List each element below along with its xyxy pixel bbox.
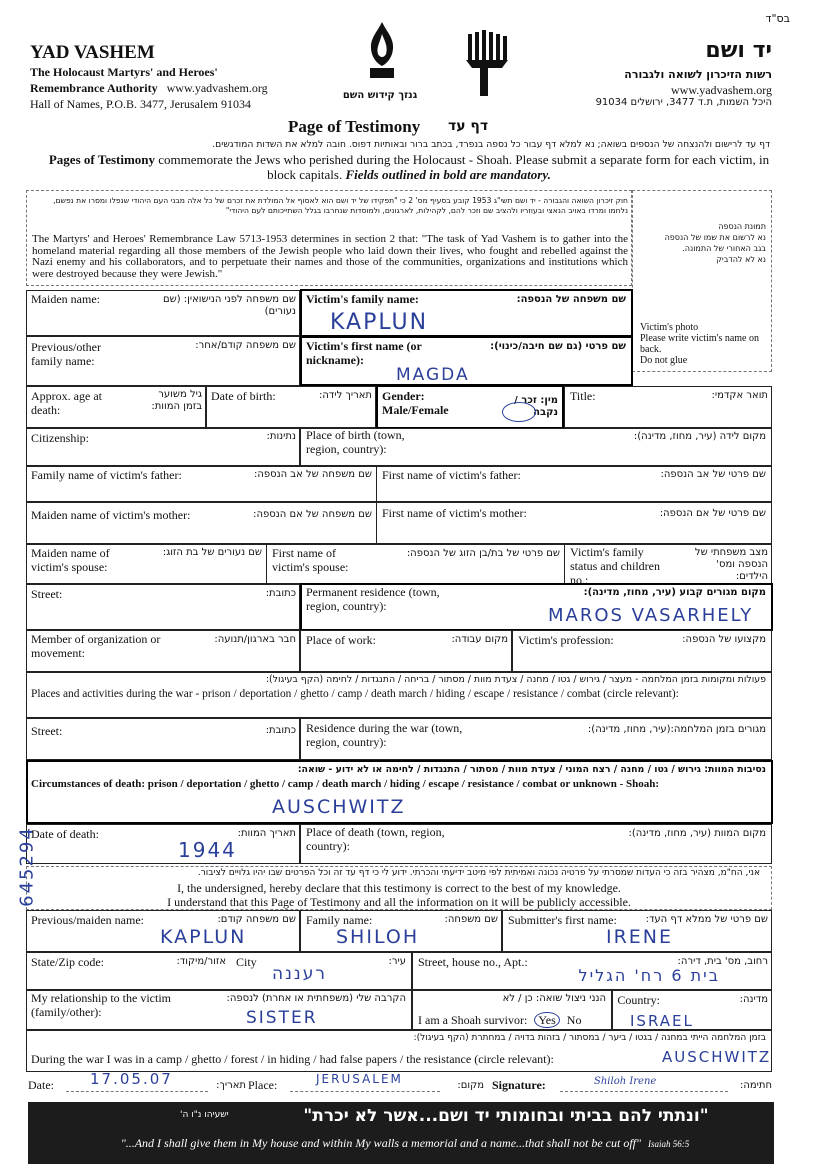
- banner-en: [40, 1136, 770, 1151]
- photo-he-2: נא לרשום את שמו של הנספה: [664, 233, 766, 242]
- banner-he: "ונתתי להם בביתי ובחומותי יד ושם...אשר לא יכרת": [303, 1106, 709, 1126]
- first-name-label-he: שם פרטי (גם שם חיבה/כינוי):: [490, 341, 626, 352]
- street-label-he: כתובת:: [265, 588, 296, 599]
- pob-label: Place of birth (town, region, country):: [306, 428, 405, 456]
- survivor-label-he: הנני ניצול שואה: כן / לא: [502, 993, 606, 1004]
- mother-first-label-he: שם פרטי של אם הנספה:: [659, 508, 766, 519]
- submitter-prev-label: Previous/maiden name:: [31, 913, 144, 927]
- submitter-street-label: Street, house no., Apt.:: [418, 955, 528, 969]
- submitter-family-value[interactable]: SHILOH: [336, 926, 420, 948]
- mother-maiden-label: Maiden name of victim's mother:: [31, 508, 191, 522]
- spouse-maiden-label-he: שם נעורים של בת הזוג:: [162, 547, 262, 558]
- declaration-en-1: I, the undersigned, hereby declare that this testimony is correct to the best of my knowledge.: [177, 881, 621, 895]
- margin-number: 645294: [16, 826, 38, 907]
- place-value[interactable]: JERUSALEM: [316, 1072, 403, 1086]
- title-label-he: תואר אקדמי:: [711, 390, 768, 401]
- signature-label-he: חתימה:: [739, 1080, 772, 1091]
- submitter-first-label-he: שם פרטי של ממלא דף העד:: [645, 914, 768, 925]
- dob-label-he: תאריך לידה:: [319, 390, 372, 401]
- date-label-he: תאריך:: [216, 1080, 246, 1091]
- org-sub-en-2-text: Remembrance Authority: [30, 81, 158, 95]
- pob-label-he: מקום לידה (עיר, מחוז, מדינה):: [633, 431, 766, 442]
- dob-label: Date of birth:: [211, 389, 276, 403]
- spouse-first-label: First name of victim's spouse:: [272, 546, 349, 574]
- circumstances-label-text: Circumstances of death: prison / deportation / ghetto / camp / death march / hiding / escape / resistance / combat or unknown - Shoah:: [31, 778, 660, 790]
- residence-label: Permanent residence (town, region, country):: [306, 585, 440, 613]
- org-sub-en-2: [30, 81, 268, 96]
- submitter-prev-label-he: שם משפחה קודם:: [217, 914, 296, 925]
- dod-value[interactable]: 1944: [178, 838, 237, 862]
- country-value[interactable]: ISRAEL: [630, 1012, 694, 1030]
- photo-he-4: נא לא להדביק: [716, 255, 766, 264]
- places-label: Places and activities during the war - prison / deportation / ghetto / camp / death march / hiding / escape / resistance / combat (circle relevant):: [31, 688, 679, 700]
- family-name-value[interactable]: KAPLUN: [330, 310, 429, 335]
- banner-he-ref: ישעיהו נ"ו ה': [180, 1110, 229, 1120]
- spouse-maiden-label: Maiden name of victim's spouse:: [31, 546, 110, 574]
- website-en: www.yadvashem.org: [166, 81, 268, 95]
- flame-logo: [358, 20, 406, 80]
- intro-en-text: commemorate the Jews who perished during the Holocaust - Shoah. Please submit a separate form for each victim, in block capitals.: [158, 152, 770, 182]
- war-street-label: Street:: [31, 724, 63, 738]
- maiden-name-label-he: שם משפחה לפני הנישואין: (שם נעורים): [162, 294, 296, 317]
- mother-first-label: First name of victim's mother:: [382, 506, 527, 520]
- residence-value[interactable]: MAROS VASARHELY: [548, 605, 754, 626]
- submitter-city-label-he: עיר:: [388, 956, 406, 967]
- relation-value[interactable]: SISTER: [246, 1008, 318, 1028]
- photo-en-2: Please write victim's name on back.: [640, 333, 759, 355]
- relation-label: My relationship to the victim (family/other):: [31, 991, 171, 1019]
- survivor-label: I am a Shoah survivor:: [418, 1013, 528, 1027]
- logo-caption: גנזך קידוש השם: [342, 90, 418, 101]
- photo-en-1: Victim's photo: [640, 322, 699, 333]
- family-status-label: Victim's family status and children no.:: [570, 545, 660, 587]
- org-name-en: YAD VASHEM: [30, 42, 155, 63]
- father-family-label-he: שם משפחה של אב הנספה:: [253, 469, 372, 480]
- bsd-mark: בס"ד: [765, 12, 790, 25]
- circumstances-label: [31, 777, 771, 791]
- mother-maiden-label-he: שם משפחה של אם הנספה:: [253, 509, 372, 520]
- org-name-he: יד ושם: [705, 38, 772, 63]
- pod-label: Place of death (town, region, country):: [306, 825, 445, 853]
- circumstances-value[interactable]: AUSCHWITZ: [272, 796, 406, 818]
- family-name-label-he: שם משפחה של הנספה:: [516, 294, 626, 305]
- signature-label: Signature:: [492, 1078, 546, 1092]
- intro-he: דף עד לרישום ולהנצחה של הנספים בשואה; נא למלא דף עבור כל נספה בנפרד, בכתב ברור ובאותיות דפוס. חובה למלא את השדות המודגשים.: [212, 139, 770, 150]
- during-label-he: בזמן המלחמה הייתי במחנה / בגטו / ביער / במסתור / בזהות בדויה / במחתרת (הקף בעיגול):: [413, 1033, 766, 1043]
- first-name-value[interactable]: MAGDA: [396, 365, 470, 385]
- citizenship-label-he: נתינות:: [266, 431, 296, 442]
- survivor-line: [418, 1012, 581, 1028]
- submitter-city-label: City: [236, 955, 257, 969]
- profession-label-he: מקצועו של הנספה:: [682, 634, 766, 645]
- intro-en-italic: Fields outlined in bold are mandatory.: [345, 167, 551, 182]
- submitter-street-label-he: רחוב, מס' בית, דירה:: [677, 956, 768, 967]
- photo-he-1: תמונת הנספה: [718, 222, 766, 231]
- org-sub-he: רשות הזיכרון לשואה ולגבורה: [624, 68, 772, 81]
- address-en: Hall of Names, P.O.B. 3477, Jerusalem 91034: [30, 97, 251, 111]
- law-en: The Martyrs' and Heroes' Remembrance Law 5713-1953 determines in section 2 that: "The task of Yad Vashem is to gather into the homeland material regarding all those members of the Jewish people who laid down their lives, who fought and rebelled against the Nazi enemy and his collaborators, and to perpetuate their names and those of the communities, organizations and institutions which were destroyed because they were Jewish.": [32, 233, 628, 280]
- survivor-yes-option[interactable]: Yes: [534, 1012, 559, 1028]
- submitter-first-value[interactable]: IRENE: [606, 926, 674, 948]
- submitter-zip-label: State/Zip code:: [31, 955, 104, 969]
- relation-label-he: הקרבה שלי (משפחתית או אחרת) לנספה:: [226, 993, 406, 1004]
- family-status-label-he: מצב משפחתי של הנספה ומס' הילדים:: [694, 547, 768, 582]
- submitter-prev-value[interactable]: KAPLUN: [160, 926, 247, 948]
- citizenship-label: Citizenship:: [31, 431, 89, 445]
- date-value[interactable]: 17.05.07: [90, 1070, 173, 1088]
- prev-name-label-he: שם משפחה קודם/אחר:: [195, 340, 296, 351]
- date-label: Date:: [28, 1078, 54, 1092]
- during-value[interactable]: AUSCHWITZ: [662, 1048, 772, 1066]
- war-residence-label: Residence during the war (town, region, country):: [306, 721, 463, 749]
- page-title: Page of Testimony: [288, 117, 421, 136]
- signature-value[interactable]: Shiloh Irene: [594, 1076, 657, 1087]
- family-name-label: Victim's family name:: [306, 292, 419, 306]
- declaration-en-2: I understand that this Page of Testimony and all the information on it will be publicly accessible.: [167, 895, 631, 909]
- age-label-he: גיל משוער בזמן המוות:: [151, 389, 202, 412]
- country-label: Country:: [617, 993, 660, 1007]
- submitter-city-value[interactable]: רעננה: [272, 964, 327, 984]
- org-sub-en-1: The Holocaust Martyrs' and Heroes': [30, 65, 218, 79]
- father-first-label-he: שם פרטי של אב הנספה:: [660, 469, 766, 480]
- gender-label: Gender: Male/Female: [382, 389, 449, 417]
- submitter-zip-label-he: אזור/מיקוד:: [176, 956, 226, 967]
- street-label: Street:: [31, 587, 63, 601]
- submitter-street-value[interactable]: בית 6 רח' הגליל: [578, 966, 720, 985]
- residence-label-he: מקום מגורים קבוע (עיר, מחוז, מדינה):: [583, 587, 766, 598]
- declaration-he: אני, הח"מ, מצהיר בזה כי העדות שמסרתי על פרטיה נכונה ואמיתית לפי מיטב ידיעתי והכרתי. ידוע לי כי דף עד זה וכל הפרטים שבו יהיו גלויים לציבור.: [197, 868, 760, 878]
- dod-label: Date of death:: [31, 827, 99, 841]
- intro-en: [36, 152, 782, 182]
- photo-en-3: Do not glue: [640, 355, 688, 366]
- website-he: www.yadvashem.org: [671, 83, 772, 97]
- banner-en-text: "...And I shall give them in My house and within My walls a memorial and a name...that shall not be cut off": [120, 1136, 642, 1150]
- prev-name-label: Previous/other family name:: [31, 340, 101, 368]
- address-he: היכל השמות, ת.ד 3477, ירושלים 91034: [595, 97, 772, 108]
- during-label: During the war I was in a camp / ghetto / forest / in hiding / had false papers / the resistance (circle relevant):: [31, 1052, 554, 1066]
- pod-label-he: מקום המוות (עיר, מחוז, מדינה):: [628, 828, 766, 839]
- page-title-he: דף עד: [448, 118, 489, 134]
- member-label-he: חבר בארגון/תנועה:: [214, 634, 296, 645]
- war-street-label-he: כתובת:: [265, 725, 296, 736]
- circumstances-label-he: נסיבות המוות: גירוש / גטו / מחנה / רצח המוני / צעדת מוות / מסתור / התנגדות / לחימה או לא ידוע - שואה:: [297, 764, 766, 775]
- gender-label-he: מין: זכר / נקבה: [514, 395, 558, 418]
- yad-vashem-logo: [462, 30, 510, 100]
- gender-female-circle[interactable]: [502, 402, 536, 422]
- submitter-family-label-he: שם משפחה:: [444, 914, 498, 925]
- dod-label-he: תאריך המוות:: [237, 828, 296, 839]
- submitter-first-label: Submitter's first name:: [508, 913, 617, 927]
- member-label: Member of organization or movement:: [31, 632, 161, 660]
- maiden-name-label: Maiden name:: [31, 292, 100, 306]
- work-label-he: מקום עבודה:: [451, 634, 508, 645]
- work-label: Place of work:: [306, 633, 376, 647]
- submitter-family-label: Family name:: [306, 913, 373, 927]
- banner-en-ref: Isaiah 56:5: [648, 1139, 690, 1149]
- intro-en-bold: Pages of Testimony: [48, 152, 156, 167]
- spouse-first-label-he: שם פרטי של בת/בן הזוג של הנספה:: [406, 548, 560, 559]
- title-label: Title:: [570, 389, 596, 403]
- photo-he-3: בגב האחורי של התמונה.: [682, 244, 766, 253]
- father-first-label: First name of victim's father:: [382, 468, 521, 482]
- father-family-label: Family name of victim's father:: [31, 468, 182, 482]
- profession-label: Victim's profession:: [518, 633, 614, 647]
- country-label-he: מדינה:: [739, 994, 768, 1005]
- first-name-label: Victim's first name (or nickname):: [306, 339, 422, 367]
- place-label: Place:: [248, 1078, 278, 1092]
- law-he: חוק זיכרון השואה והגבורה - יד ושם תשי"ג 1953 קובע בסעיף מס' 2 כי "תפקידו של יד ושם הוא לאסוף אל המולדת את זכרם של כל אלה מבני העם היהודי שנפלו ומסרו את נפשם, נלחמו ומרדו באויב הנאצי ובעוזריו ולהציב שם וזכר להם, לקהילות, לארגונים, ולמוסדות שנחרבו בגלל השתייכותם לעם היהודי": [53, 196, 628, 215]
- age-label: Approx. age at death:: [31, 389, 102, 417]
- places-label-he: פעולות ומקומות בזמן המלחמה - מעצר / גירוש / גטו / מחנה / צעדת מוות / מסתור / בריחה / התנגדות / לחימה (הקף בעיגול):: [265, 674, 766, 685]
- place-label-he: מקום:: [457, 1080, 484, 1091]
- war-residence-label-he: מגורים בזמן המלחמה:(עיר, מחוז, מדינה):: [587, 724, 766, 735]
- survivor-no-option[interactable]: No: [566, 1013, 582, 1027]
